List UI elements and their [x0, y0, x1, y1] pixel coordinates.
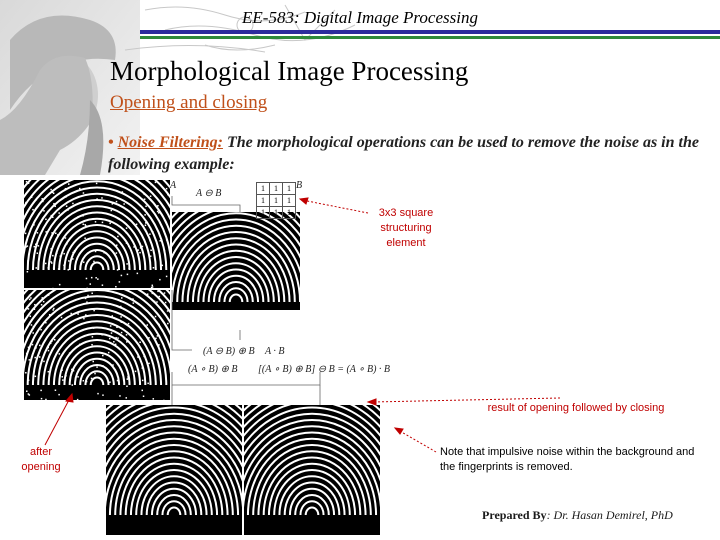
- structuring-element-note: 3x3 square structuring element: [378, 207, 434, 249]
- matrix-cell: 1: [283, 183, 296, 195]
- label-opening-dilated: (A ∘ B) ⊕ B: [188, 364, 238, 375]
- label-A: A: [170, 180, 177, 191]
- matrix-cell: 1: [270, 195, 283, 207]
- arrow-noise-note: [398, 430, 436, 452]
- arrow-head: [368, 399, 376, 405]
- matrix-cell: 1: [270, 183, 283, 195]
- label-B: B: [296, 180, 303, 191]
- bullet-keyword: Noise Filtering:: [117, 134, 223, 151]
- connector-line: [172, 372, 320, 385]
- label-closing-expression: [(A ∘ B) ⊕ B] ⊖ B = (A ∘ B) · B: [258, 364, 391, 375]
- matrix-cell: 1: [257, 183, 270, 195]
- matrix-cell: 1: [283, 195, 296, 207]
- arrow-after-opening: [45, 398, 70, 445]
- bullet-marker: •: [108, 134, 114, 151]
- slide-title: Morphological Image Processing: [110, 56, 469, 86]
- bullet-text: The morphological operations can be used to remove the noise as in the following example:: [108, 134, 699, 173]
- prepared-by-footer: [482, 508, 673, 523]
- matrix-cell: 1: [270, 207, 283, 219]
- arrow-head: [395, 428, 403, 434]
- matrix-cell: 1: [257, 195, 270, 207]
- arrow-structuring-element: [302, 200, 368, 213]
- matrix-cell: 1: [257, 207, 270, 219]
- result-note: result of opening followed by closing: [487, 402, 665, 414]
- connector-line: [172, 290, 192, 350]
- matrix-cell: 1: [283, 207, 296, 219]
- slide-subtitle: Opening and closing: [110, 92, 268, 113]
- label-A-minus-B: A ⊖ B: [196, 188, 222, 199]
- label-opening: (A ⊖ B) ⊕ B: [203, 346, 255, 357]
- arrow-head: [66, 394, 73, 402]
- connector-line: [172, 196, 240, 212]
- label-A-dot-B: A · B: [265, 346, 285, 357]
- after-opening-note: after opening: [21, 446, 61, 473]
- course-title: EE-583: Digital Image Processing: [242, 8, 478, 27]
- arrow-head: [300, 198, 308, 204]
- noise-removed-note: Note that impulsive noise within the background and the fingerprints is removed.: [440, 446, 695, 473]
- author-name: : Dr. Hasan Demirel, PhD: [546, 508, 673, 522]
- prepared-by-label: Prepared By: [482, 508, 547, 522]
